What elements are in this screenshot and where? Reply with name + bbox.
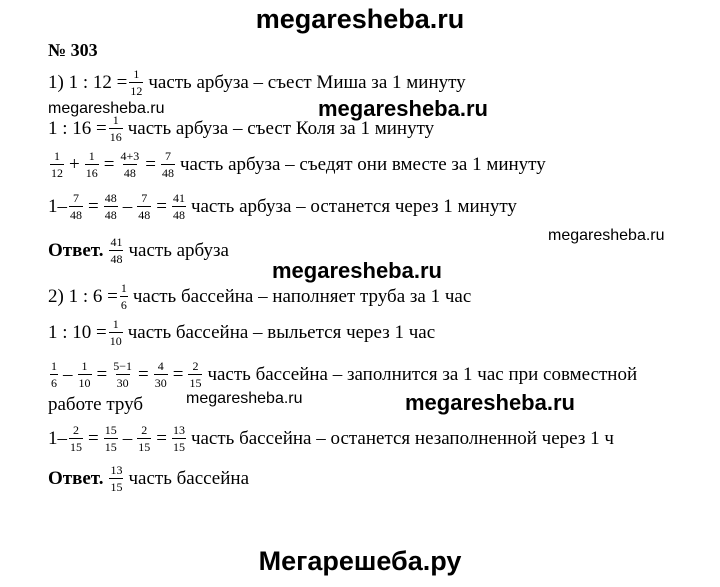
fraction: $\frac{48}{48}$ [104,191,117,222]
part1-line2 [48,114,437,143]
fraction: $\frac{1}{16}$ [109,113,122,144]
fraction: $\frac{1}{16}$ [85,149,98,180]
part2-answer [48,464,252,493]
fraction: $\frac{7}{48}$ [161,149,174,180]
explanation-text: часть бассейна – выльется через 1 час [127,321,436,343]
expression-text: 1) 1 : 12 = [48,71,128,93]
fraction: $\frac{2}{15}$ [70,423,82,454]
fraction: $\frac{2}{15}$ [189,359,202,390]
fraction: $\frac{1}{6}$ [51,359,57,390]
fraction: $\frac{41}{48}$ [110,235,123,266]
fraction: $\frac{13}{15}$ [110,463,123,494]
explanation-text: часть арбуза – останется через 1 минуту [190,195,517,217]
fraction: $\frac{13}{15}$ [172,423,185,454]
part1-answer [48,236,232,265]
site-footer: Мегарешеба.ру [258,546,462,576]
problem-number: № 303 [48,40,98,60]
watermark: megaresheba.ru [405,390,575,415]
expression-text: 1 : 10 = [48,321,107,343]
answer-label: Ответ. [48,239,104,261]
explanation-text: часть арбуза – съедят они вместе за 1 минуту [179,153,546,175]
part1-line1 [48,68,469,97]
watermark: megaresheba.ru [48,100,165,117]
part2-line4: 1– $\frac{2}{15}$ = $\frac{15}{15}$ – $\frac{2}{15}$ = $\frac{13}{15}$ часть бассейна – останется незаполненной через 1 ч [48,423,614,454]
explanation-text: часть бассейна – наполняет труба за 1 час [132,285,472,307]
explanation-text: часть бассейна – останется незаполненной через 1 ч [190,427,614,449]
watermark: megaresheba.ru [548,227,665,244]
part2-line2 [48,318,438,347]
explanation-text-continued: работе труб [48,394,144,415]
fraction: $\frac{5-1}{30}$ [113,359,132,390]
fraction: $\frac{1}{10}$ [109,317,122,348]
expression-text: 1 : 16 = [48,117,107,139]
watermark: megaresheba.ru [318,96,488,121]
fraction: $\frac{7}{48}$ [70,191,82,222]
fraction: $\frac{4+3}{48}$ [120,149,140,180]
part2-line3: $\frac{1}{6}$ – $\frac{1}{10}$ = $\frac{5-1}{30}$ = $\frac{4}{30}$ = $\frac{2}{15}$ часть бассейна – заполнится за 1 час при совместной [51,359,638,390]
fraction: $\frac{7}{48}$ [138,191,151,222]
fraction: $\frac{2}{15}$ [138,423,151,454]
part2-line1 [48,282,474,311]
answer-label: Ответ. [48,467,104,489]
watermark: megaresheba.ru [186,390,303,407]
fraction: $\frac{41}{48}$ [172,191,185,222]
explanation-text: часть бассейна – заполнится за 1 час при совместной [207,363,638,385]
fraction: $\frac{1}{10}$ [78,359,91,390]
fraction: $\frac{15}{15}$ [104,423,117,454]
fraction: $\frac{1}{6}$ [120,281,127,312]
fraction: $\frac{4}{30}$ [154,359,167,390]
fraction: $\frac{1}{12}$ [51,149,63,180]
site-title: megaresheba.ru [255,4,465,34]
expression-text: 2) 1 : 6 = [48,285,118,307]
answer-text: часть арбуза [128,239,229,261]
part1-line4: 1– $\frac{7}{48}$ = $\frac{48}{48}$ – $\frac{7}{48}$ = $\frac{41}{48}$ часть арбуза – останется через 1 минуту [48,191,517,222]
watermark: megaresheba.ru [272,258,442,283]
part1-line3: $\frac{1}{12}$ + $\frac{1}{16}$ = $\frac{4+3}{48}$ = $\frac{7}{48}$ часть арбуза – съедят они вместе за 1 минуту [51,149,546,180]
explanation-text: часть арбуза – съест Миша за 1 минуту [148,71,466,93]
explanation-text: часть арбуза – съест Коля за 1 минуту [127,117,435,139]
answer-text: часть бассейна [128,467,250,489]
fraction: $\frac{1}{12}$ [130,67,143,98]
